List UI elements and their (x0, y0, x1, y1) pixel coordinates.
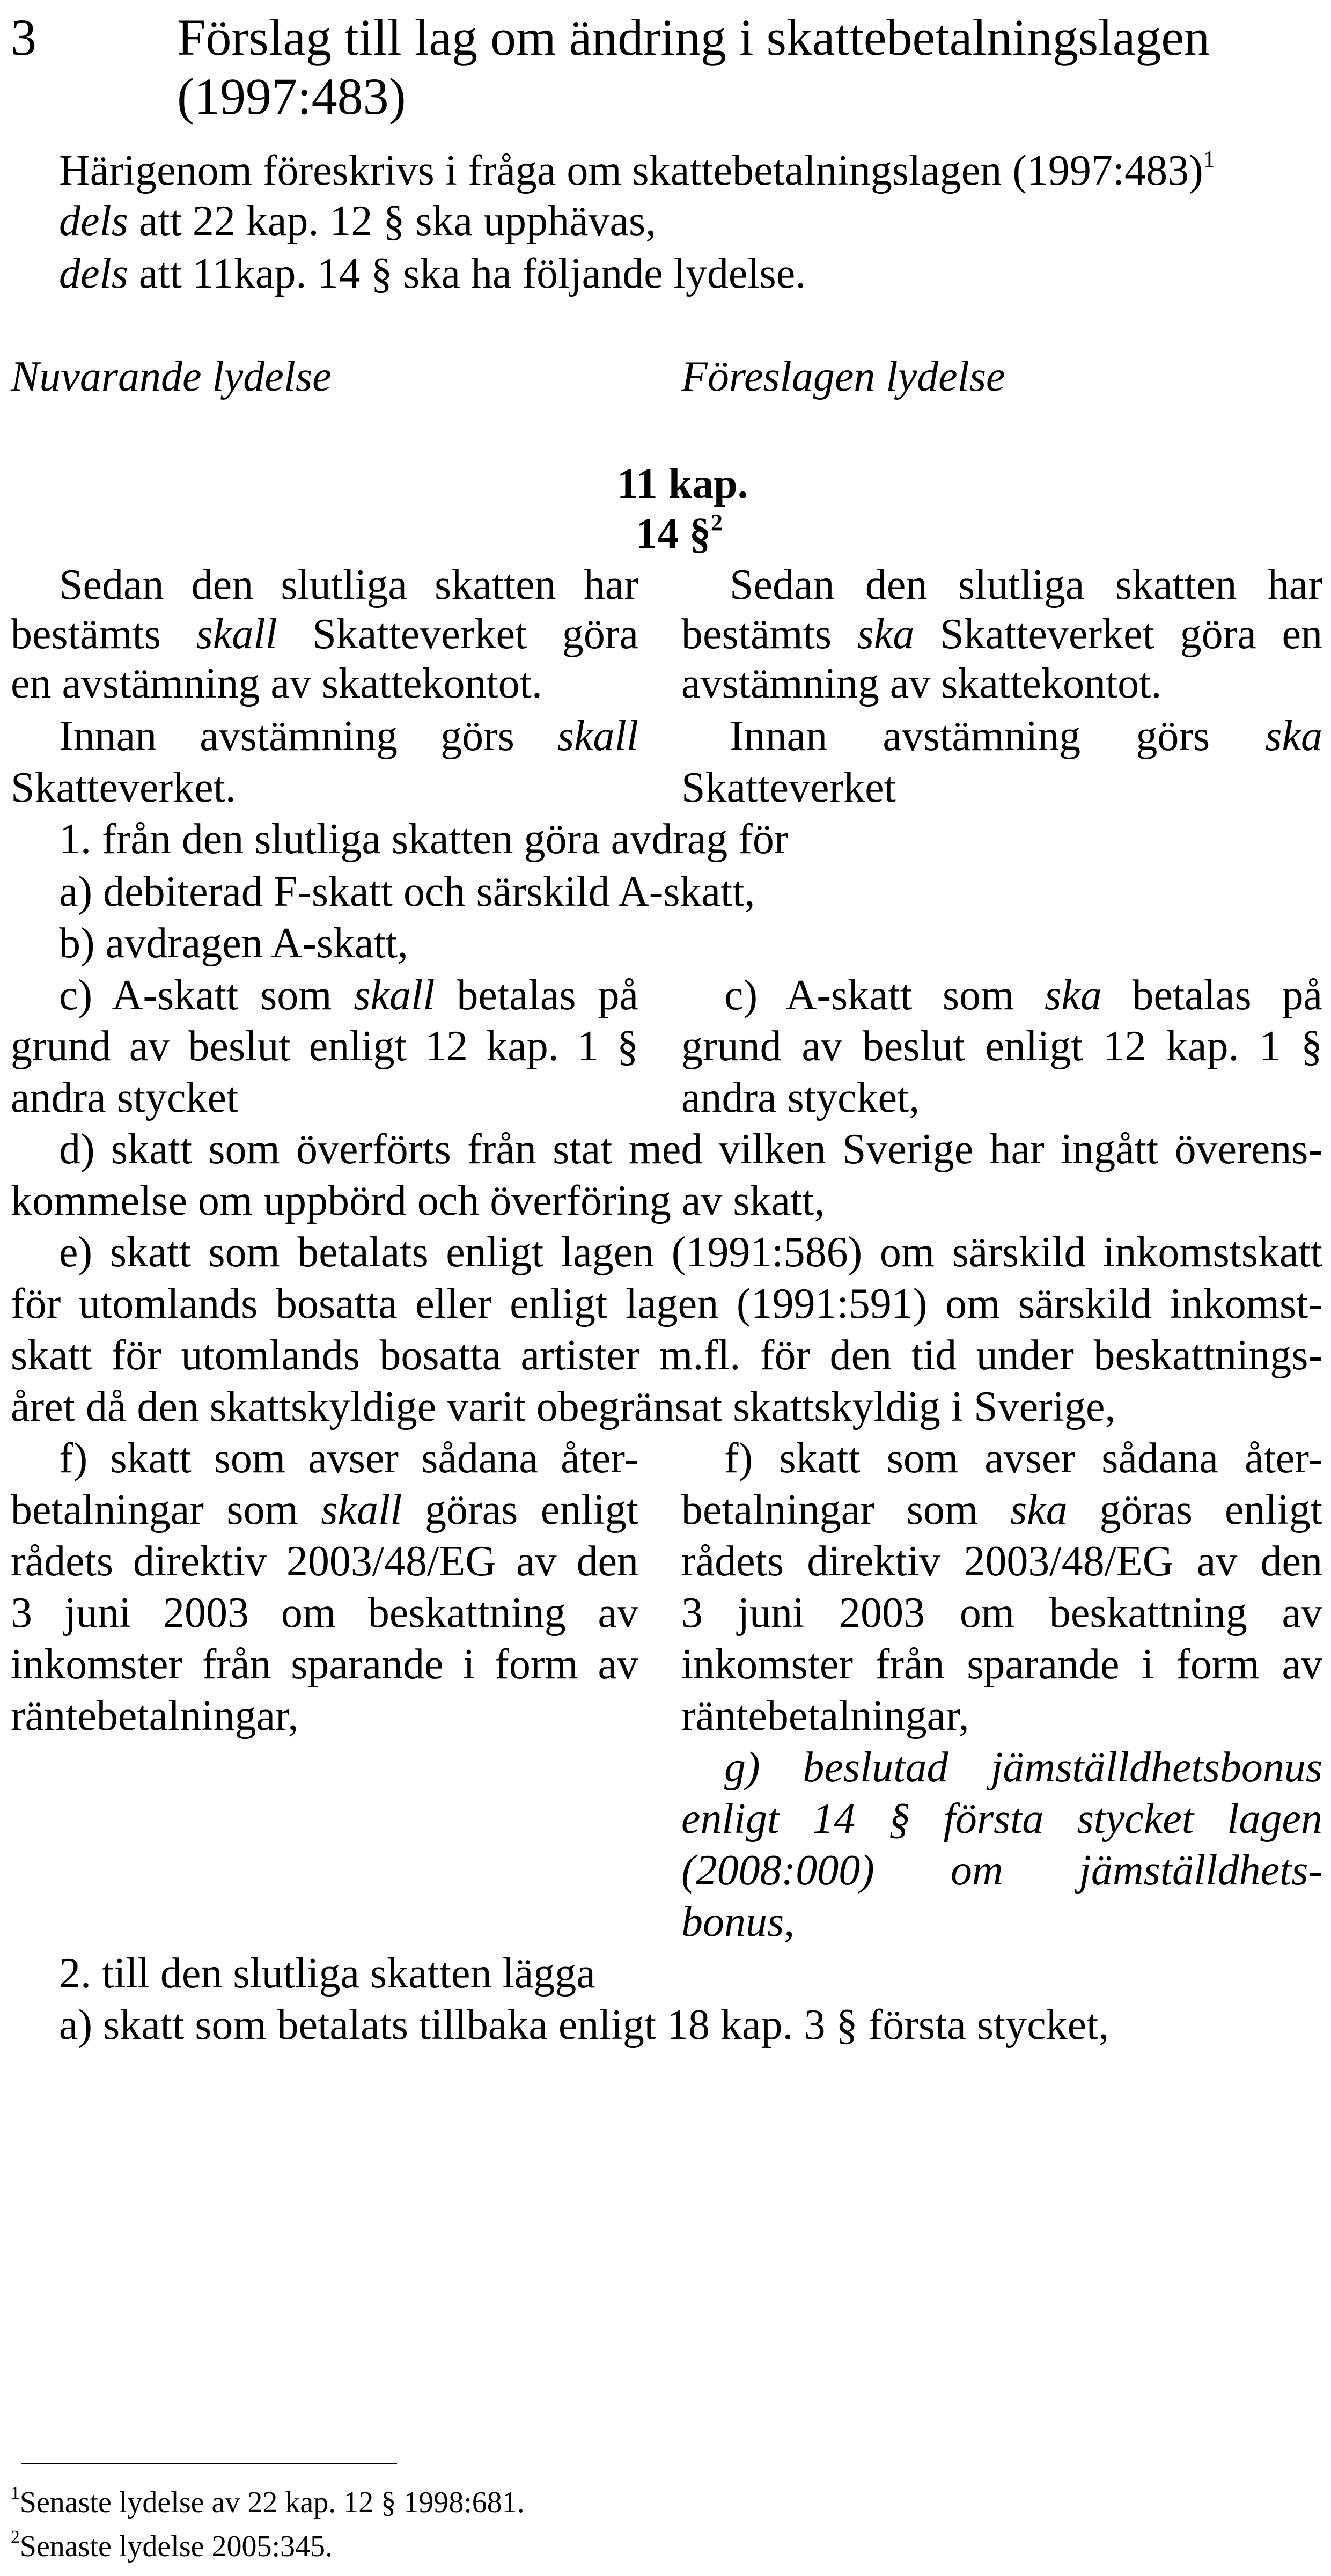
p1-left-line-1: Sedan den slutliga skatten har (59, 561, 638, 608)
footnote-separator (21, 2463, 397, 2464)
pc-right-line-3: andra stycket, (681, 1074, 920, 1121)
dels-rest-1: att 22 kap. 12 § ska upphävas, (128, 197, 657, 245)
p2-right-line-2: Skatteverket (681, 764, 896, 811)
left-column-heading: Nuvarande lydelse (11, 353, 332, 400)
heading-line-2: (1997:483) (177, 68, 406, 125)
footnote-2-text: Senaste lydelse 2005:345. (19, 2530, 333, 2563)
pf-left-line-2: betalningar som skall göras enligt (11, 1486, 639, 1533)
dels-italic-2: dels (59, 250, 128, 297)
p1-left-line-3: en avstämning av skattekontot. (11, 660, 542, 707)
footnote-1-text: Senaste lydelse av 22 kap. 12 § 1998:681. (19, 2486, 525, 2519)
p1-right-line-2: bestämts ska Skatteverket göra en (681, 611, 1322, 658)
footnote-2 (11, 2527, 333, 2563)
pc-right-line-2: grund av beslut enligt 12 kap. 1 § (681, 1023, 1322, 1070)
pc-left-line-1: c) A-skatt som skall betalas på (59, 972, 638, 1019)
pf-right-line-3: rådets direktiv 2003/48/EG av den (681, 1538, 1322, 1585)
pf-left-line-5: inkomster från sparande i form av (11, 1641, 638, 1688)
p2-right-line-1: Innan avstämning görs ska (730, 713, 1322, 760)
section-number: 3 (11, 9, 36, 66)
pf-right-line-1: f) skatt som avser sådana åter- (724, 1435, 1322, 1482)
p2-left-line-2: Skatteverket. (11, 764, 236, 811)
item-d-line-2: kommelse om uppbörd och överföring av skatt, (11, 1177, 825, 1224)
item-2: 2. till den slutliga skatten lägga (59, 1950, 595, 1997)
p1-left-line-2: bestämts skall Skatteverket göra (11, 611, 638, 658)
chapter-heading: 11 kap. (617, 460, 748, 508)
footnote-2-number: 2 (11, 2527, 20, 2547)
intro-line-1-text: Härigenom föreskrivs i fråga om skattebetalningslagen (1997:483) (59, 147, 1203, 194)
intro-line-1 (59, 146, 1215, 194)
pg-line-1: g) beslutad jämställdhetsbonus (724, 1744, 1322, 1791)
p1-right-line-3: avstämning av skattekontot. (681, 660, 1162, 707)
intro-dels-line-1 (59, 197, 657, 245)
pc-right-line-1: c) A-skatt som ska betalas på (724, 972, 1322, 1019)
p2-left-line-1: Innan avstämning görs skall (59, 713, 638, 760)
footnote-1-number: 1 (11, 2483, 20, 2503)
pf-right-line-4: 3 juni 2003 om beskattning av (681, 1589, 1322, 1636)
item-1: 1. från den slutliga skatten göra avdrag för (59, 816, 789, 863)
footnote-ref-1: 1 (1203, 146, 1215, 172)
pf-right-line-6: räntebetalningar, (681, 1692, 969, 1740)
pf-left-line-3: rådets direktiv 2003/48/EG av den (11, 1538, 638, 1585)
pg-line-4: bonus, (681, 1898, 795, 1946)
item-e-line-1: e) skatt som betalats enligt lagen (1991:586) om särskild inkomstskatt (59, 1229, 1322, 1276)
item-e-line-2: för utomlands bosatta eller enligt lagen (1991:591) om särskild inkomst- (11, 1280, 1322, 1327)
item-e-line-4: året då den skattskyldige varit obegränsat skattskyldig i Sverige, (11, 1383, 1116, 1430)
dels-italic-1: dels (59, 197, 128, 245)
intro-dels-line-2 (59, 252, 806, 295)
paragraph-number: 14 § (636, 510, 711, 557)
pg-line-2: enligt 14 § första stycket lagen (681, 1795, 1322, 1843)
right-column-heading: Föreslagen lydelse (681, 353, 1005, 400)
pc-left-line-2: grund av beslut enligt 12 kap. 1 § (11, 1023, 638, 1070)
item-d-line-1: d) skatt som överförts från stat med vilken Sverige har ingått överens- (59, 1126, 1322, 1173)
item-e-line-3: skatt för utomlands bosatta artister m.fl. för den tid under beskattnings- (11, 1332, 1322, 1379)
pf-left-line-4: 3 juni 2003 om beskattning av (11, 1589, 638, 1636)
pf-right-line-2: betalningar som ska göras enligt (681, 1486, 1322, 1533)
dels-rest-2: att 11kap. 14 § ska ha följande lydelse. (128, 250, 806, 297)
heading-line-1: Förslag till lag om ändring i skattebetalningslagen (177, 9, 1210, 66)
pc-left-line-3: andra stycket (11, 1074, 239, 1121)
item-2a: a) skatt som betalats tillbaka enligt 18 kap. 3 § första stycket, (59, 2001, 1109, 2049)
pg-line-3: (2008:000) om jämställdhets- (681, 1847, 1322, 1894)
item-b: b) avdragen A-skatt, (59, 920, 408, 967)
p1-right-line-1: Sedan den slutliga skatten har (730, 561, 1322, 608)
pf-right-line-5: inkomster från sparande i form av (681, 1641, 1322, 1688)
item-a: a) debiterad F-skatt och särskild A-skatt, (59, 868, 755, 915)
footnote-ref-2: 2 (711, 509, 723, 535)
pf-left-line-1: f) skatt som avser sådana åter- (59, 1435, 638, 1482)
pf-left-line-6: räntebetalningar, (11, 1692, 299, 1740)
footnote-1 (11, 2483, 525, 2519)
paragraph-heading (636, 509, 723, 557)
